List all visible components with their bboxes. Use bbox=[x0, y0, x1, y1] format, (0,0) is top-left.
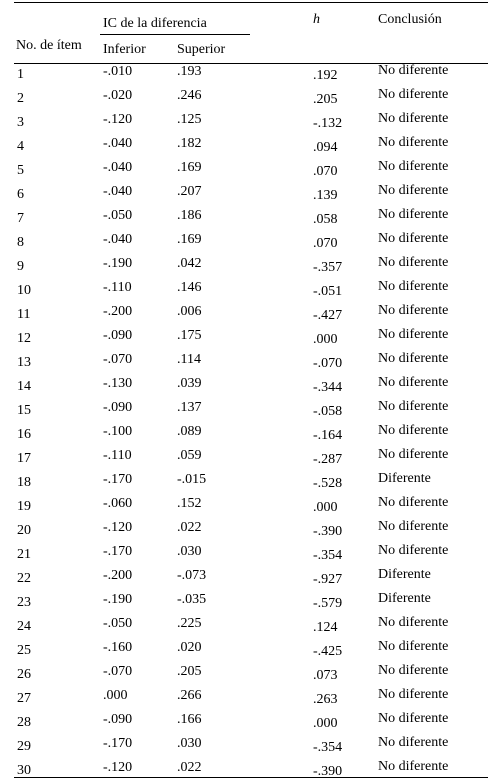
table-row bbox=[0, 710, 500, 734]
table-row bbox=[0, 446, 500, 470]
item-number-cell: 2 bbox=[17, 91, 24, 106]
inferior-cell: -.200 bbox=[103, 568, 133, 583]
item-number-cell: 23 bbox=[17, 595, 31, 610]
h-cell: -.357 bbox=[313, 260, 343, 275]
item-number-cell: 4 bbox=[17, 139, 24, 154]
table-row bbox=[0, 470, 500, 494]
table-row bbox=[0, 302, 500, 326]
h-cell: .205 bbox=[313, 92, 338, 107]
ic-group-header: IC de la diferencia bbox=[103, 16, 207, 31]
conclusion-cell: Diferente bbox=[378, 567, 431, 582]
conclusion-cell: No diferente bbox=[378, 735, 449, 750]
table-body bbox=[0, 62, 500, 782]
superior-cell: .169 bbox=[177, 232, 202, 247]
table-row bbox=[0, 542, 500, 566]
superior-cell: .020 bbox=[177, 640, 202, 655]
conclusion-cell: No diferente bbox=[378, 135, 449, 150]
conclusion-cell: No diferente bbox=[378, 399, 449, 414]
item-number-cell: 9 bbox=[17, 259, 24, 274]
conclusion-cell: No diferente bbox=[378, 687, 449, 702]
item-number-cell: 8 bbox=[17, 235, 24, 250]
conclusion-cell: No diferente bbox=[378, 663, 449, 678]
inferior-cell: .000 bbox=[103, 688, 128, 703]
inferior-cell: -.120 bbox=[103, 760, 133, 775]
table-row bbox=[0, 134, 500, 158]
h-cell: -.579 bbox=[313, 596, 343, 611]
inferior-cell: -.040 bbox=[103, 136, 133, 151]
h-cell: -.425 bbox=[313, 644, 343, 659]
h-cell: .000 bbox=[313, 332, 338, 347]
h-cell: .000 bbox=[313, 500, 338, 515]
item-number-cell: 7 bbox=[17, 211, 24, 226]
item-number-cell: 13 bbox=[17, 355, 31, 370]
conclusion-cell: No diferente bbox=[378, 279, 449, 294]
inferior-cell: -.160 bbox=[103, 640, 133, 655]
conclusion-cell: No diferente bbox=[378, 615, 449, 630]
conclusion-cell: No diferente bbox=[378, 375, 449, 390]
inferior-cell: -.110 bbox=[103, 448, 132, 463]
item-number-header: No. de ítem bbox=[16, 38, 82, 53]
inferior-cell: -.170 bbox=[103, 472, 133, 487]
item-number-cell: 28 bbox=[17, 715, 31, 730]
superior-cell: .030 bbox=[177, 736, 202, 751]
table-row bbox=[0, 758, 500, 782]
h-cell: .139 bbox=[313, 188, 338, 203]
superior-cell: .137 bbox=[177, 400, 202, 415]
superior-cell: .022 bbox=[177, 520, 202, 535]
superior-cell: .152 bbox=[177, 496, 202, 511]
conclusion-cell: No diferente bbox=[378, 495, 449, 510]
conclusion-cell: No diferente bbox=[378, 159, 449, 174]
item-number-cell: 26 bbox=[17, 667, 31, 682]
h-cell: -.164 bbox=[313, 428, 343, 443]
conclusion-cell: No diferente bbox=[378, 111, 449, 126]
table-row bbox=[0, 182, 500, 206]
table-row bbox=[0, 86, 500, 110]
item-number-cell: 12 bbox=[17, 331, 31, 346]
inferior-cell: -.190 bbox=[103, 256, 133, 271]
superior-cell: .207 bbox=[177, 184, 202, 199]
conclusion-cell: Diferente bbox=[378, 591, 431, 606]
superior-cell: -.073 bbox=[177, 568, 207, 583]
inferior-cell: -.130 bbox=[103, 376, 133, 391]
item-number-cell: 19 bbox=[17, 499, 31, 514]
inferior-cell: -.090 bbox=[103, 712, 133, 727]
inferior-cell: -.100 bbox=[103, 424, 133, 439]
superior-cell: .089 bbox=[177, 424, 202, 439]
h-cell: -.390 bbox=[313, 764, 343, 779]
h-cell: .192 bbox=[313, 68, 338, 83]
table-row bbox=[0, 686, 500, 710]
item-number-cell: 17 bbox=[17, 451, 31, 466]
h-cell: -.354 bbox=[313, 740, 343, 755]
inferior-header: Inferior bbox=[103, 42, 146, 57]
table-row bbox=[0, 230, 500, 254]
inferior-cell: -.170 bbox=[103, 544, 133, 559]
h-cell: -.927 bbox=[313, 572, 343, 587]
item-number-cell: 10 bbox=[17, 283, 31, 298]
table-row bbox=[0, 278, 500, 302]
item-number-cell: 11 bbox=[17, 307, 31, 322]
conclusion-cell: No diferente bbox=[378, 639, 449, 654]
ic-group-underline bbox=[100, 34, 250, 35]
table-row bbox=[0, 422, 500, 446]
h-cell: .263 bbox=[313, 692, 338, 707]
item-number-cell: 29 bbox=[17, 739, 31, 754]
conclusion-cell: No diferente bbox=[378, 183, 449, 198]
superior-cell: .006 bbox=[177, 304, 202, 319]
table-row bbox=[0, 350, 500, 374]
conclusion-header: Conclusión bbox=[378, 12, 442, 27]
superior-cell: .022 bbox=[177, 760, 202, 775]
superior-cell: .246 bbox=[177, 88, 202, 103]
conclusion-cell: No diferente bbox=[378, 447, 449, 462]
superior-cell: -.035 bbox=[177, 592, 207, 607]
table-row bbox=[0, 110, 500, 134]
h-cell: .124 bbox=[313, 620, 338, 635]
inferior-cell: -.020 bbox=[103, 88, 133, 103]
conclusion-cell: No diferente bbox=[378, 303, 449, 318]
inferior-cell: -.050 bbox=[103, 616, 133, 631]
item-number-cell: 3 bbox=[17, 115, 24, 130]
inferior-cell: -.040 bbox=[103, 232, 133, 247]
conclusion-cell: No diferente bbox=[378, 231, 449, 246]
h-cell: -.427 bbox=[313, 308, 343, 323]
conclusion-cell: No diferente bbox=[378, 63, 449, 78]
conclusion-cell: No diferente bbox=[378, 543, 449, 558]
item-number-cell: 21 bbox=[17, 547, 31, 562]
superior-cell: .166 bbox=[177, 712, 202, 727]
superior-cell: .186 bbox=[177, 208, 202, 223]
table-row bbox=[0, 62, 500, 86]
superior-cell: .042 bbox=[177, 256, 202, 271]
item-number-cell: 25 bbox=[17, 643, 31, 658]
h-cell: -.287 bbox=[313, 452, 343, 467]
h-cell: -.354 bbox=[313, 548, 343, 563]
h-cell: .058 bbox=[313, 212, 338, 227]
h-header: h bbox=[313, 12, 320, 27]
conclusion-cell: No diferente bbox=[378, 87, 449, 102]
table-row bbox=[0, 566, 500, 590]
table-top-rule bbox=[14, 2, 488, 3]
superior-header: Superior bbox=[177, 42, 226, 57]
inferior-cell: -.120 bbox=[103, 520, 133, 535]
conclusion-cell: No diferente bbox=[378, 351, 449, 366]
table-row bbox=[0, 638, 500, 662]
table-row bbox=[0, 398, 500, 422]
table-row bbox=[0, 254, 500, 278]
inferior-cell: -.090 bbox=[103, 400, 133, 415]
h-cell: -.132 bbox=[313, 116, 343, 131]
superior-cell: .030 bbox=[177, 544, 202, 559]
item-number-cell: 27 bbox=[17, 691, 31, 706]
item-number-cell: 14 bbox=[17, 379, 31, 394]
inferior-cell: -.120 bbox=[103, 112, 133, 127]
item-number-cell: 20 bbox=[17, 523, 31, 538]
table-row bbox=[0, 158, 500, 182]
inferior-cell: -.040 bbox=[103, 160, 133, 175]
h-cell: .070 bbox=[313, 236, 338, 251]
superior-cell: .193 bbox=[177, 64, 202, 79]
superior-cell: -.015 bbox=[177, 472, 207, 487]
table-row bbox=[0, 494, 500, 518]
superior-cell: .146 bbox=[177, 280, 202, 295]
item-number-cell: 22 bbox=[17, 571, 31, 586]
inferior-cell: -.060 bbox=[103, 496, 133, 511]
superior-cell: .114 bbox=[177, 352, 201, 367]
table-row bbox=[0, 590, 500, 614]
h-cell: -.390 bbox=[313, 524, 343, 539]
superior-cell: .125 bbox=[177, 112, 202, 127]
inferior-cell: -.050 bbox=[103, 208, 133, 223]
inferior-cell: -.170 bbox=[103, 736, 133, 751]
item-number-cell: 30 bbox=[17, 763, 31, 778]
h-cell: .073 bbox=[313, 668, 338, 683]
table-row bbox=[0, 662, 500, 686]
superior-cell: .039 bbox=[177, 376, 202, 391]
conclusion-cell: No diferente bbox=[378, 207, 449, 222]
superior-cell: .182 bbox=[177, 136, 202, 151]
h-cell: .094 bbox=[313, 140, 338, 155]
inferior-cell: -.070 bbox=[103, 352, 133, 367]
h-cell: -.058 bbox=[313, 404, 343, 419]
table-row bbox=[0, 734, 500, 758]
inferior-cell: -.010 bbox=[103, 64, 133, 79]
superior-cell: .205 bbox=[177, 664, 202, 679]
table-row bbox=[0, 206, 500, 230]
conclusion-cell: No diferente bbox=[378, 711, 449, 726]
h-cell: -.051 bbox=[313, 284, 343, 299]
table-row bbox=[0, 518, 500, 542]
h-cell: -.344 bbox=[313, 380, 343, 395]
inferior-cell: -.200 bbox=[103, 304, 133, 319]
inferior-cell: -.070 bbox=[103, 664, 133, 679]
conclusion-cell: No diferente bbox=[378, 255, 449, 270]
item-number-cell: 18 bbox=[17, 475, 31, 490]
item-number-cell: 6 bbox=[17, 187, 24, 202]
item-number-cell: 24 bbox=[17, 619, 31, 634]
table-row bbox=[0, 326, 500, 350]
conclusion-cell: Diferente bbox=[378, 471, 431, 486]
superior-cell: .266 bbox=[177, 688, 202, 703]
table-row bbox=[0, 614, 500, 638]
superior-cell: .175 bbox=[177, 328, 202, 343]
table-bottom-rule bbox=[14, 777, 488, 778]
conclusion-cell: No diferente bbox=[378, 327, 449, 342]
item-number-cell: 5 bbox=[17, 163, 24, 178]
inferior-cell: -.090 bbox=[103, 328, 133, 343]
inferior-cell: -.190 bbox=[103, 592, 133, 607]
h-cell: -.070 bbox=[313, 356, 343, 371]
conclusion-cell: No diferente bbox=[378, 423, 449, 438]
superior-cell: .059 bbox=[177, 448, 202, 463]
h-cell: .000 bbox=[313, 716, 338, 731]
table-row bbox=[0, 374, 500, 398]
item-number-cell: 16 bbox=[17, 427, 31, 442]
item-number-cell: 15 bbox=[17, 403, 31, 418]
superior-cell: .169 bbox=[177, 160, 202, 175]
h-cell: .070 bbox=[313, 164, 338, 179]
conclusion-cell: No diferente bbox=[378, 519, 449, 534]
inferior-cell: -.040 bbox=[103, 184, 133, 199]
h-cell: -.528 bbox=[313, 476, 343, 491]
conclusion-cell: No diferente bbox=[378, 759, 449, 774]
item-number-cell: 1 bbox=[17, 67, 24, 82]
inferior-cell: -.110 bbox=[103, 280, 132, 295]
superior-cell: .225 bbox=[177, 616, 202, 631]
